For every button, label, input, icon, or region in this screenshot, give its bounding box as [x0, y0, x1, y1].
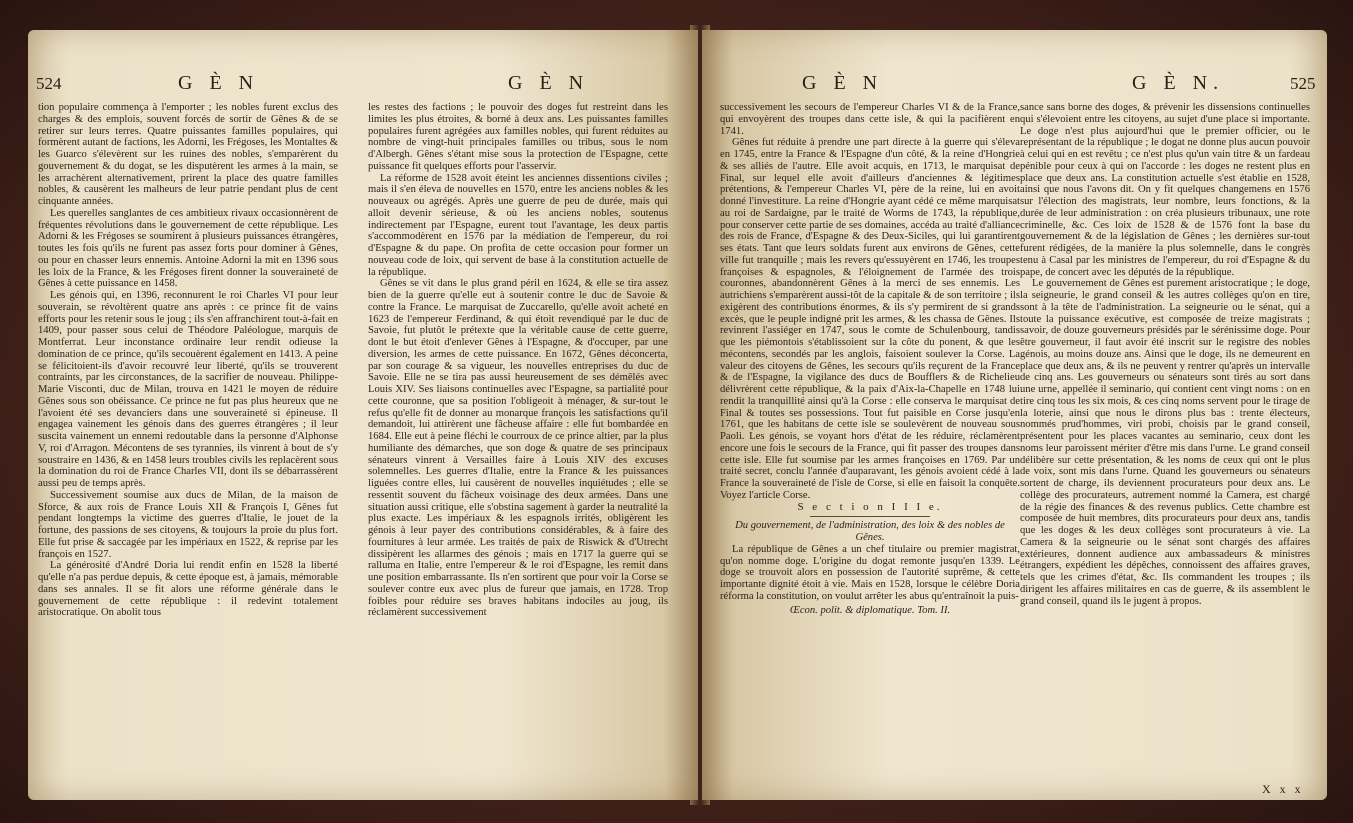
- left-header-col2: G È N: [508, 72, 590, 94]
- signature-mark: X x x: [1262, 782, 1304, 796]
- right-column-1: [720, 102, 1020, 616]
- left-col1-paragraph: Les génois qui, en 1396, reconnurent le roi Charles VI pour leur souverain, se révoltèrent quatre ans après : ce prince fit de vains efforts pour les retenir sous le joug ; ils s'en affranchirent tout-à-fait en 1409, pour passer sous celui de Théodore Paléologue, marquis de Montferrat. Leur inconstance ordinaire leur rendit odieuse la domination de ce prince, qu'ils secouèrent également en 1413. A peine se félicitoient-ils d'avoir recouvré leur liberté, qu'ils se trouverent contraints, par les circonstances, de la sacrifier de nouveau. Philippe-Marie Visconti, duc de Milan, trouva en 1421 le moyen de réduire Gênes sous son obéissance. Ce prince ne fut pas plus heureux que ne l'avoient été ses devanciers dans une souveraineté si épineuse. Il engagea vainement les génois dans des guerres étrangères ; il leur suscita vainement un ennemi redoutable dans la personne d'Alphonse V, roi d'Arragon. Mécontens de ses tyrannies, ils vinrent à bout de s'y soustraire en 1436, & en 1458 leurs troubles civils les replacèrent sous la domination du roi de France Charles VII, dont ils se débarrassèrent aussi peu de temps après.: [38, 290, 338, 489]
- left-column-2: [368, 102, 668, 619]
- left-col1-paragraph: Les querelles sanglantes de ces ambitieux rivaux occasionnèrent de fréquentes révolutions dans le gouvernement de cette république. Les Adorni & les Frégoses se soumirent à plusieurs puissances étrangères, toutes les fois qu'ils ne furent pas assez forts pour dominer à Gênes, ou pour en chasser leurs ennemis. Antoine Adorni la mit en 1396 sous les loix de la France, & les Frégoses firent donner la souveraineté de Gênes à cette puissance en 1458.: [38, 207, 338, 290]
- right-page: [702, 30, 1327, 800]
- left-col2-paragraph: Gênes se vit dans le plus grand péril en 1624, & elle se tira assez bien de la guerre qu'elle eut à soutenir contre le duc de Savoie & contre la France. Le marquisat de Zuccarello, qu'elle avoit acheté en 1623 de l'empereur Ferdinand, & qui étoit revendiqué par le duc de Savoie, fut plutôt le prétexte que la véritable cause de cette guerre, dont le but étoit d'enlever Gênes à l'Espagne, & d'occuper, par une diversion, les armes de cette puissance. En 1672, Gênes déconcerta, par son courage & sa vigueur, les nouvelles entreprises du duc de Savoie. Elle ne se tira pas aussi heureusement de ses démêlés avec Louis XIV. Ses liaisons continuelles avec l'Espagne, sa partialité pour cette couronne, que sa position l'obligeoit à ménager, & sur-tout le refus qu'elle fit de donner au monarque françois les satisfactions qu'il demandoit, lui attirèrent une fâcheuse affaire : elle fut bombardée en 1684. Elle eut à peine fléchi le courroux de ce prince altier, par la plus humiliante des démarches, que son doge & quatre de ses principaux sénateurs vinrent à Versailles faire à Louis XIV des excuses solemnelles. Les guerres d'Italie, entre la France & les puissances liguées contre elles, lui causèrent de nouvelles inquiétudes ; elle se ressentit souvent du fâcheux voisinage des deux armées. Dans une situation aussi critique, elle s'obstina sagement à garder la neutralité la plus exacte. Les impériaux & les espagnols irrités, obligèrent les génois à leur payer des contributions considérables, & à faire des fournitures à leur armée. Les traités de paix de Riswick & d'Utrecht dissipèrent les allarmes des génois ; mais en 1717 la guerre qui se ralluma en Italie, entre l'empereur & le roi d'Espagne, les remit dans une position embarrassante. Ils n'en sortirent que pour voir la Corse se soulever contre eux avec plus de fureur que jamais, en 1728. Trop foibles pour réduire ses braves habitans indociles au joug, ils réclamèrent successivement: [368, 278, 668, 619]
- section-rule: [810, 516, 930, 517]
- left-col1-paragraph: La générosité d'André Doria lui rendit enfin en 1528 la liberté qu'elle n'a pas perdue depuis, & cette époque est, à jamais, mémorable dans ses annales. Il se fit alors une réforme générale dans le gouvernement de cette république : il redevint totalement aristocratique. On abolit tous: [38, 560, 338, 619]
- right-col2-paragraph: Le gouvernement de Gênes est purement aristocratique ; le doge, la seigneurie, le grand conseil & les autres collèges qu'on en tire, sont à la tête de l'administration. La seigneurie ou le sénat, qui a toute la puissance exécutive, est composée de treize magistrats ; savoir, de douze gouverneurs présidés par le sérénissime doge. Pour être gouverneur, il faut avoir été inscrit sur le registre des nobles génois, au moins douze ans. Ainsi que le doge, ils ne demeurent en place que deux ans, & ils ne peuvent y rentrer qu'après un intervalle de cinq ans. Les gouverneurs ou sénateurs sont tirés au sort dans une urne, appellée il seminario, qui contient cent vingt noms : on en tire cinq tous les six mois, & ces cinq noms servent pour le tirage de la loterie, ainsi que nous le dirons plus bas : trente électeurs, nommés prud'hommes, viri probi, choisis par le grand conseil, présentent pour les places vacantes au seminario, ceux dont les noms leur paroissent mériter d'être mis dans l'urne. Le grand conseil délibère sur cette présentation, & les noms de ceux qui ont le plus de voix, sont mis dans l'urne. Quand les gouverneurs ou sénateurs sortent de charge, ils deviennent procurateurs pour deux ans. Le collège des procurateurs, autrement nommé la Camera, est chargé de la régie des finances & des revenus publics. Cette chambre est composée de huit membres, dits procurateurs pour deux ans, tandis que les doges & les deux collèges sont procurateurs à vie. La Camera & la seigneurie ou le sénat sont chargés des affaires extérieures, donnent audience aux ambassadeurs & ministres étrangers, expédient les dépêches, connoissent des affaires graves, tels que les crimes d'état, &c. Ils commandent les troupes ; ils dirigent les affaires militaires en cas de guerre, & ils assemblent le grand conseil, quand ils le jugent à propos.: [1020, 278, 1310, 607]
- section-subtitle: Du gouvernement, de l'administration, des loix & des nobles de Gênes.: [735, 520, 1005, 543]
- right-header-col1: G È N: [802, 72, 884, 94]
- left-page-number: 524: [36, 74, 62, 93]
- right-header-col2: G È N.: [1132, 72, 1225, 94]
- right-page-number: 525: [1290, 74, 1316, 93]
- left-col1-paragraph: Successivement soumise aux ducs de Milan, de la maison de Sforce, & aux rois de France Louis XII & François I, Gênes fut pendant longtemps la victime des guerres d'Italie, le jouet de la fortune, des passions de ses citoyens, & toujours la proie du plus fort. Elle fut prise & saccagée par les impériaux en 1522, & reprise par les françois en 1527.: [38, 489, 338, 560]
- footnote: Œcon. polit. & diplomatique. Tom. II.: [789, 604, 951, 616]
- right-col2-paragraph: sance sans borne des doges, & prévenir les dissensions continuelles qui s'élevoient entre les citoyens, au sujet d'une place si importante. Le doge n'est plus aujourd'hui que le premier officier, ou le représentant de la république ; le dogat ne donne plus aucun pouvoir à celui qui en est revêtu ; ce n'est plus qu'un vain titre & un fardeau pénible pour ceux à qui on l'accorde : les doges ne restent plus en place que deux ans. La constitution actuelle s'est établie en 1528, ainsi que nous l'avons dit. On y fit quelques changemens en 1576 sur l'élection des magistrats, leur nombre, leurs fonctions, & la durée de leur administration : on créa plusieurs tribunaux, une rote criminelle, &c. Ces loix de 1528 & de 1576 font la base du gouvernement & de la législation de Gênes ; les dernières sur-tout furent rédigées, de la manière la plus solemnelle, dans le congrès tenu à Casal par les ministres de l'empereur, du roi d'Espagne & du pape, de concert avec les députés de la république.: [1020, 102, 1310, 278]
- left-col1-paragraph: tion populaire commença à l'emporter ; les nobles furent exclus des charges & des emplois, souvent forcés de sortir de Gênes & de se retirer sur leurs terres. Quatre puissantes familles populaires, qui formèrent autant de factions, les Adorni, les Frégoses, les Montaltes & les Guarco s'élevèrent sur les ruines des nobles, s'emparèrent du gouvernement & du dogat, se les disputèrent les armes à la main, se les arrachèrent alternativement, prirent la place des quatre familles nobles, & causèrent les malheurs de leur patrie pendant plus de cent cinquante années.: [38, 102, 338, 207]
- right-column-2: [1020, 102, 1310, 607]
- left-col2-paragraph: La réforme de 1528 avoit éteint les anciennes dissentions civiles ; mais il s'en éleva de nouvelles en 1570, entre les anciens nobles & les nouveaux ou agrégés. Après une guerre de peu de durée, mais qui alloit devenir sérieuse, & où les anciens nobles, soutenus indirectement par l'Espagne, eurent tout l'avantage, les deux partis s'accommodèrent en 1576 par la médiation de l'empereur, du roi d'Espagne & du pape. On profita de cette occasion pour former un nouveau code de loix, qui servent de base à la constitution actuelle de la république.: [368, 172, 668, 278]
- section-title: S e c t i o n I I I e.: [797, 500, 943, 513]
- right-col1-paragraph: successivement les secours de l'empereur Charles VI & de la France, qui envoyèrent des troupes dans cette isle, & qui la pacifièrent en 1741.: [720, 102, 1020, 137]
- left-header-col1: G È N: [178, 72, 260, 94]
- left-column-1: [38, 102, 338, 619]
- left-col2-paragraph: les restes des factions ; le pouvoir des doges fut restreint dans les limites les plus étroites, & borné à deux ans. Les puissantes familles populaires furent agrégées aux familles nobles, qui furent réduites au nombre de vingt-huit principales familles ou tribus, sous le nom d'Albergh. Gênes s'étant mise sous la protection de l'Espagne, cette puissance fit quelques efforts pour l'asservir.: [368, 102, 668, 172]
- right-col1-after-paragraph: La république de Gênes a un chef titulaire ou premier magistrat, qu'on nomme doge. L'origine du dogat remonte jusqu'en 1339. Le doge se trouvoit alors en possession de l'autorité suprême, & cette importante dignité étoit à vie. Mais en 1528, lorsque le célèbre Doria réforma la constitution, on voulut arrêter les abus qu'entraînoit la puis-: [720, 543, 1020, 602]
- left-page: [28, 30, 698, 800]
- right-col1-paragraph: Gênes fut réduite à prendre une part directe à la guerre qui s'éleva en 1745, entre la France & l'Espagne d'un côté, & la reine d'Hongrie & ses alliés de l'autre. Elle avoit acquis, en 1713, le marquisat de Final, sur lequel elle avoit d'ailleurs d'anciennes & légitimes prétentions, & l'empereur Charles VI, père de la reine, lui en avoit donné l'investiture. La reine d'Hongrie ayant cédé ce même marquisat au roi de Sardaigne, par le traité de Worms de 1743, la république, pour conserver cette partie de ses domaines, accéda au traité d'alliance des rois de France, d'Espagne & des Deux-Siciles, qui lui garantirent ses états. Tant que leurs soldats furent aux environs de Gênes, cette ville fut tranquille ; mais les revers qu'essuyèrent en 1746, les troupes françoises & espagnoles, & l'éloignement de l'armée des trois couronnes, abandonnèrent Gênes à la merci de ses ennemis. Les autrichiens s'emparèrent aussi-tôt de la capitale & de son territoire ; ils exigèrent des contributions énormes, & ils s'y permirent de si grands excès, que le peuple indigné prit les armes, & les chassa de Gênes. Ils revinrent l'assiéger en 1747, sous le comte de Schulenbourg, tandis que les piémontois s'établissoient sur la côte du ponent, & que les mécontens, secondés par les anglois, faisoient soulever la Corse. La valeur des citoyens de Gênes, les secours qu'ils reçurent de la France & de l'Espagne, la vigilance des ducs de Boufflers & de Richelieu délivrèrent cette république, & la paix d'Aix-la-Chapelle en 1748 lui rendit la tranquillité ainsi qu'à la Corse : elle conserva le marquisat de Final & toutes ses possessions. Tout fut paisible en Corse jusqu'en 1761, que les habitans de cette isle se soulevèrent de nouveau sous Paoli. Les génois, se voyant hors d'état de les réduire, réclamèrent encore une fois le secours de la France, qui fit passer des troupes dans cette isle. Elle fut soumise par les armes françoises en 1769. Par un traité secret, conclu l'année d'auparavant, les génois avoient cédé à la France la souveraineté de l'isle de Corse, si elle en faisoit la conquête. Voyez l'article Corse.: [720, 137, 1020, 501]
